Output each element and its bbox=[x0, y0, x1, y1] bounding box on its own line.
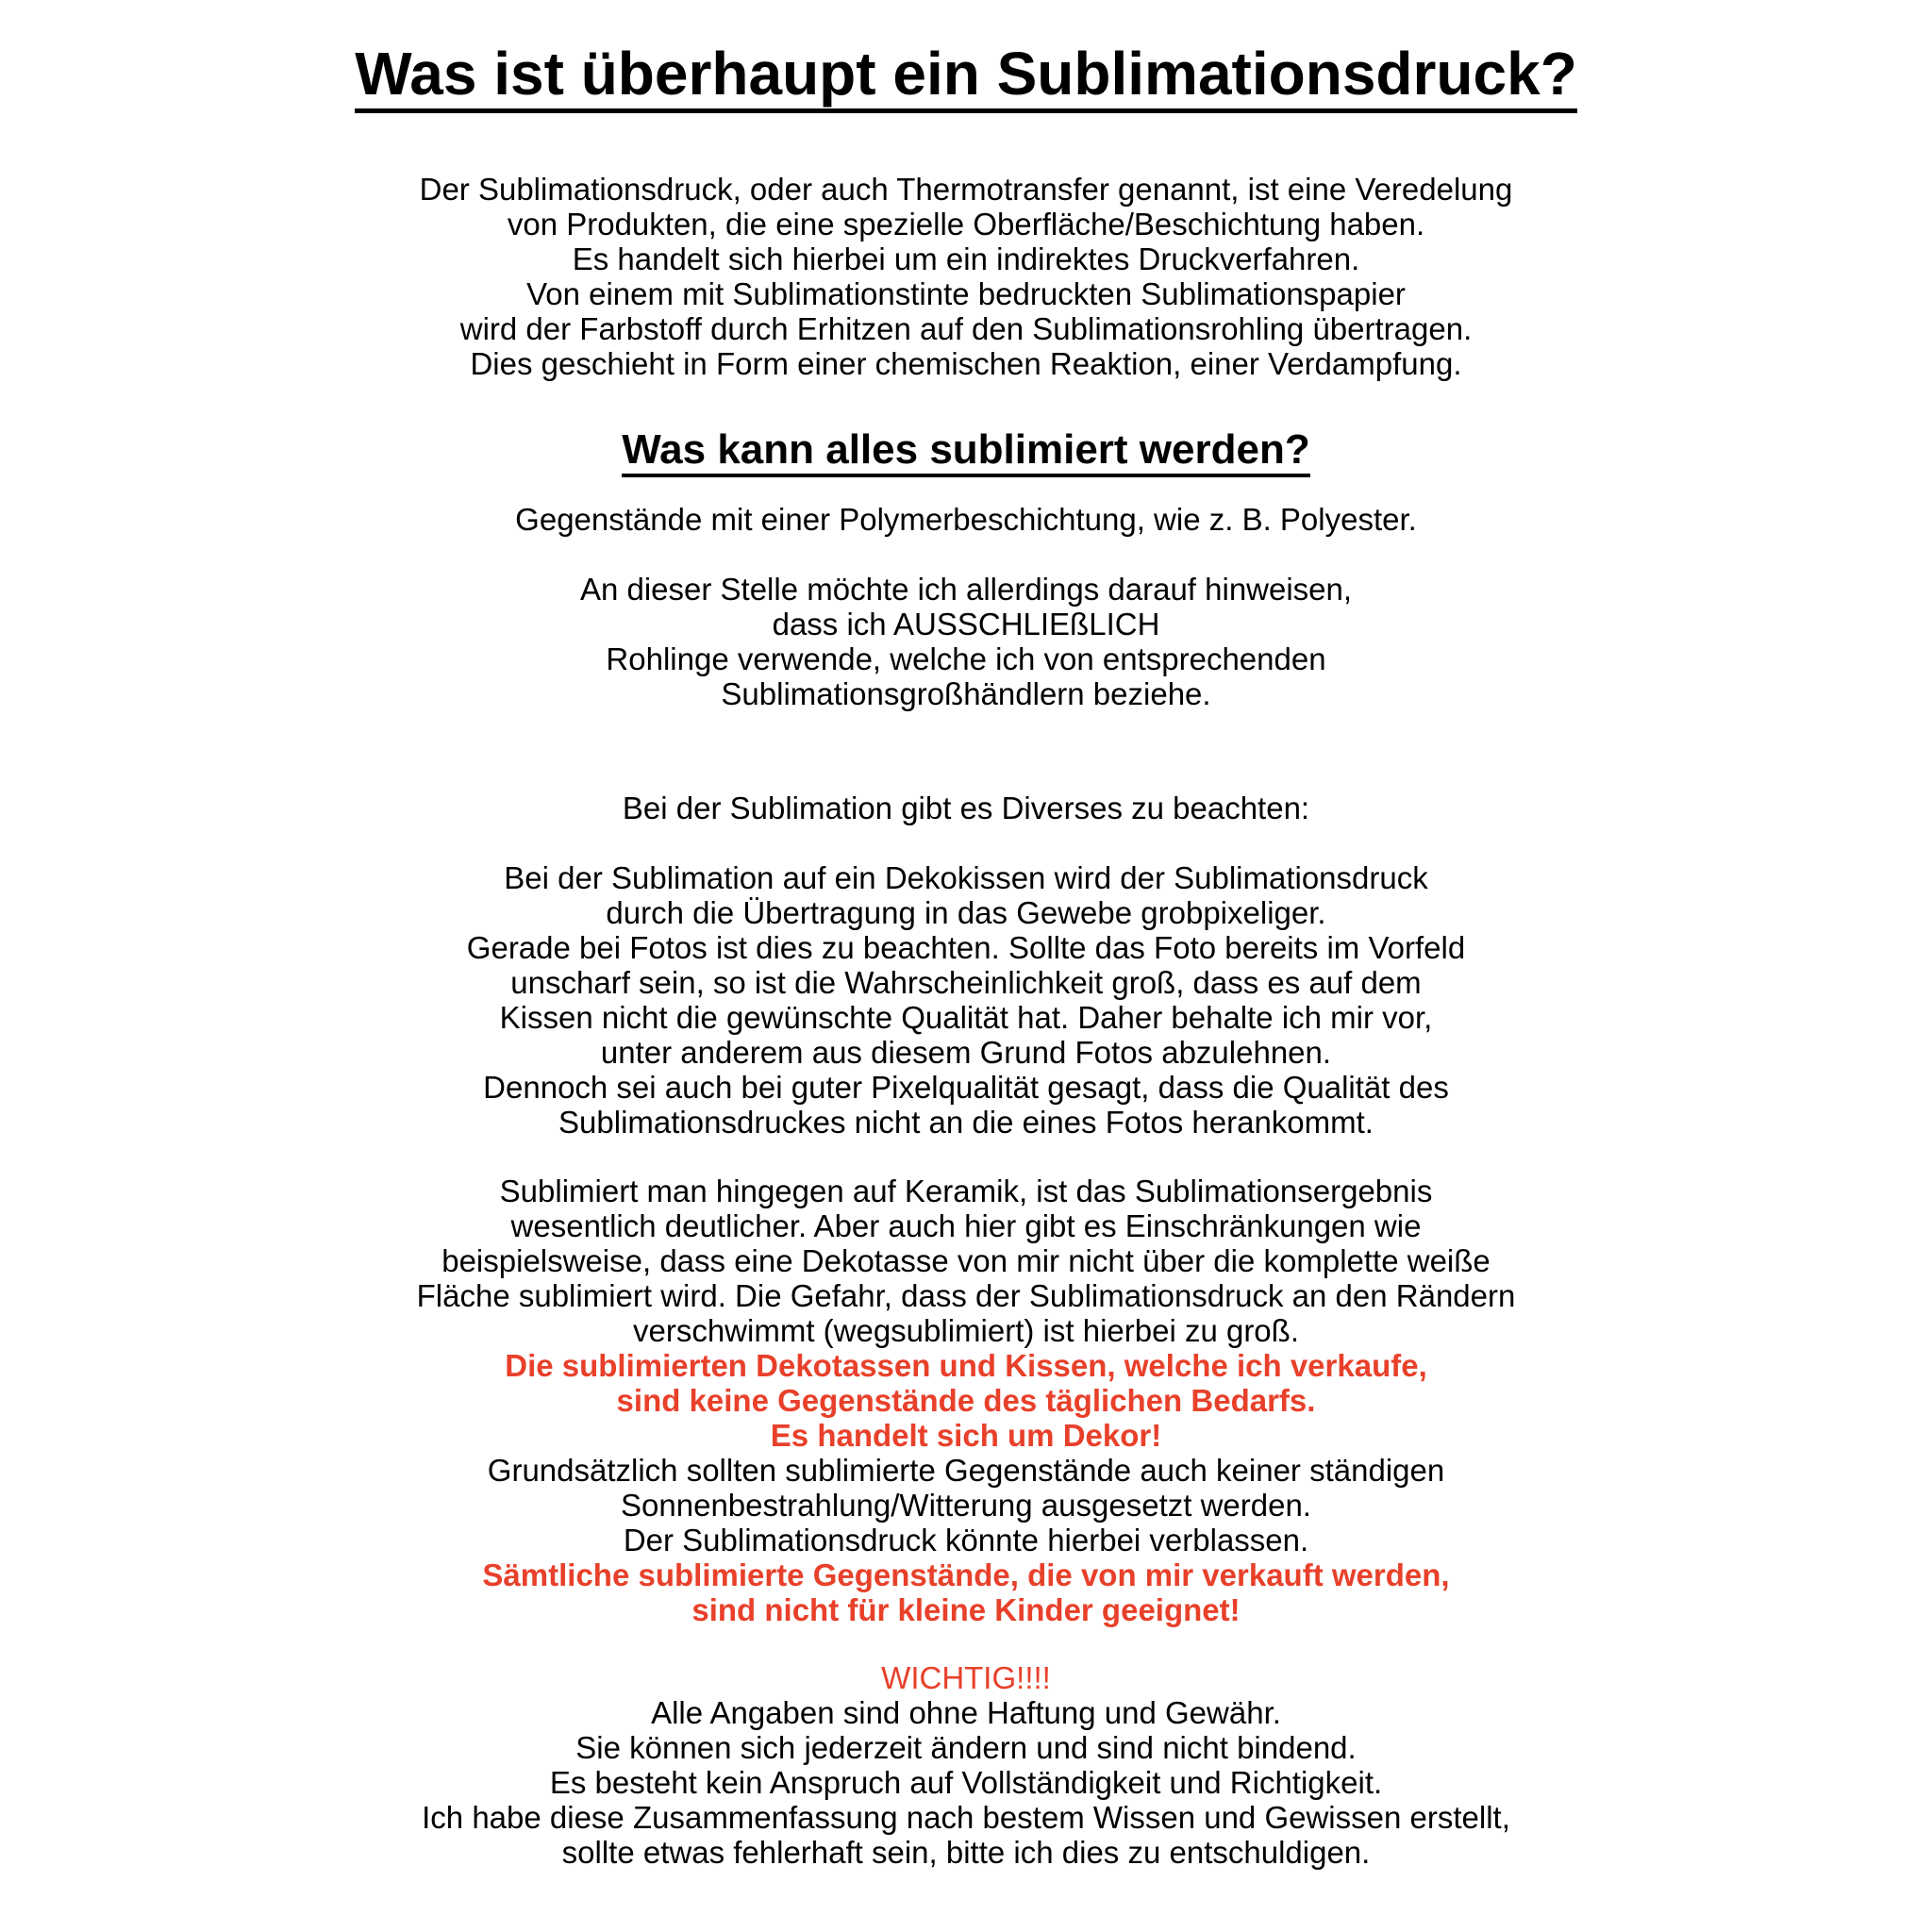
keramik-line: wesentlich deutlicher. Aber auch hier gibt es Einschränkungen wie bbox=[510, 1208, 1422, 1243]
kissen-line: durch die Übertragung in das Gewebe grobpixeliger. bbox=[606, 895, 1326, 930]
kinder-warning-line: sind nicht für kleine Kinder geeignet! bbox=[691, 1592, 1241, 1627]
disclaimer-line: Sie können sich jederzeit ändern und sind nicht bindend. bbox=[575, 1730, 1357, 1765]
intro-line: von Produkten, die eine spezielle Oberfläche/Beschichtung haben. bbox=[507, 207, 1425, 242]
page-title bbox=[0, 36, 1932, 113]
dekor-warning-line: sind keine Gegenstände des täglichen Bedarfs. bbox=[616, 1383, 1316, 1418]
notice-line: Rohlinge verwende, welche ich von entsprechenden bbox=[606, 641, 1326, 676]
dekor-warning-line: Es handelt sich um Dekor! bbox=[770, 1418, 1162, 1453]
disclaimer-line: sollte etwas fehlerhaft sein, bitte ich dies zu entschuldigen. bbox=[561, 1835, 1371, 1870]
kissen-line: unter anderem aus diesem Grund Fotos abzulehnen. bbox=[600, 1035, 1332, 1070]
keramik-line: verschwimmt (wegsublimiert) ist hierbei zu groß. bbox=[632, 1313, 1299, 1348]
page-title-text: Was ist überhaupt ein Sublimationsdruck? bbox=[355, 39, 1577, 113]
notice-paragraph bbox=[0, 572, 1932, 711]
keramik-line: beispielsweise, dass eine Dekotasse von mir nicht über die komplette weiße bbox=[441, 1243, 1491, 1278]
intro-line: Es handelt sich hierbei um ein indirektes Druckverfahren. bbox=[572, 242, 1360, 276]
notice-line: dass ich AUSSCHLIEßLICH bbox=[772, 607, 1160, 641]
intro-line: Der Sublimationsdruck, oder auch Thermotransfer genannt, ist eine Veredelung bbox=[419, 172, 1513, 207]
kissen-line: Kissen nicht die gewünschte Qualität hat. Daher behalte ich mir vor, bbox=[499, 1000, 1433, 1035]
disclaimer-line: Ich habe diese Zusammenfassung nach bestem Wissen und Gewissen erstellt, bbox=[422, 1800, 1510, 1835]
intro-line: Von einem mit Sublimationstinte bedruckten Sublimationspapier bbox=[526, 276, 1406, 311]
polymer-line: Gegenstände mit einer Polymerbeschichtung, wie z. B. Polyester. bbox=[515, 502, 1417, 537]
kissen-paragraph bbox=[0, 860, 1932, 1140]
kissen-line: Bei der Sublimation auf ein Dekokissen wird der Sublimationsdruck bbox=[504, 860, 1428, 895]
keramik-line: Sublimiert man hingegen auf Keramik, ist das Sublimationsergebnis bbox=[499, 1174, 1433, 1208]
intro-line: Dies geschieht in Form einer chemischen Reaktion, einer Verdampfung. bbox=[470, 346, 1462, 381]
notice-line: An dieser Stelle möchte ich allerdings darauf hinweisen, bbox=[579, 572, 1353, 607]
keramik-line: Fläche sublimiert wird. Die Gefahr, dass der Sublimationsdruck an den Rändern bbox=[416, 1278, 1516, 1313]
polymer-paragraph bbox=[0, 502, 1932, 537]
wichtig-label: WICHTIG!!!! bbox=[881, 1660, 1051, 1695]
kissen-line: Gerade bei Fotos ist dies zu beachten. Sollte das Foto bereits im Vorfeld bbox=[466, 930, 1466, 965]
disclaimer-line: Es besteht kein Anspruch auf Vollständigkeit und Richtigkeit. bbox=[549, 1765, 1383, 1800]
kinder-warning-line: Sämtliche sublimierte Gegenstände, die von mir verkauft werden, bbox=[482, 1557, 1450, 1592]
kissen-line: unscharf sein, so ist die Wahrscheinlichkeit groß, dass es auf dem bbox=[510, 965, 1422, 1000]
sonne-line: Sonnenbestrahlung/Witterung ausgesetzt werden. bbox=[621, 1488, 1311, 1523]
disclaimer-line: Alle Angaben sind ohne Haftung und Gewähr. bbox=[651, 1695, 1281, 1730]
diverses-line: Bei der Sublimation gibt es Diverses zu beachten: bbox=[622, 791, 1310, 825]
section-heading-text: Was kann alles sublimiert werden? bbox=[622, 426, 1309, 477]
sonne-line: Grundsätzlich sollten sublimierte Gegenstände auch keiner ständigen bbox=[487, 1453, 1445, 1488]
sonne-line: Der Sublimationsdruck könnte hierbei verblassen. bbox=[623, 1523, 1309, 1557]
disclaimer-paragraph bbox=[0, 1660, 1932, 1870]
keramik-paragraph bbox=[0, 1174, 1932, 1627]
dekor-warning-line: Die sublimierten Dekotassen und Kissen, welche ich verkaufe, bbox=[505, 1348, 1427, 1383]
diverses-paragraph bbox=[0, 791, 1932, 825]
section-heading bbox=[0, 424, 1932, 477]
intro-line: wird der Farbstoff durch Erhitzen auf den Sublimationsrohling übertragen. bbox=[459, 311, 1473, 346]
kissen-line: Dennoch sei auch bei guter Pixelqualität gesagt, dass die Qualität des bbox=[483, 1070, 1449, 1105]
intro-paragraph bbox=[0, 172, 1932, 381]
notice-line: Sublimationsgroßhändlern beziehe. bbox=[721, 676, 1211, 711]
kissen-line: Sublimationsdruckes nicht an die eines Fotos herankommt. bbox=[558, 1105, 1374, 1140]
